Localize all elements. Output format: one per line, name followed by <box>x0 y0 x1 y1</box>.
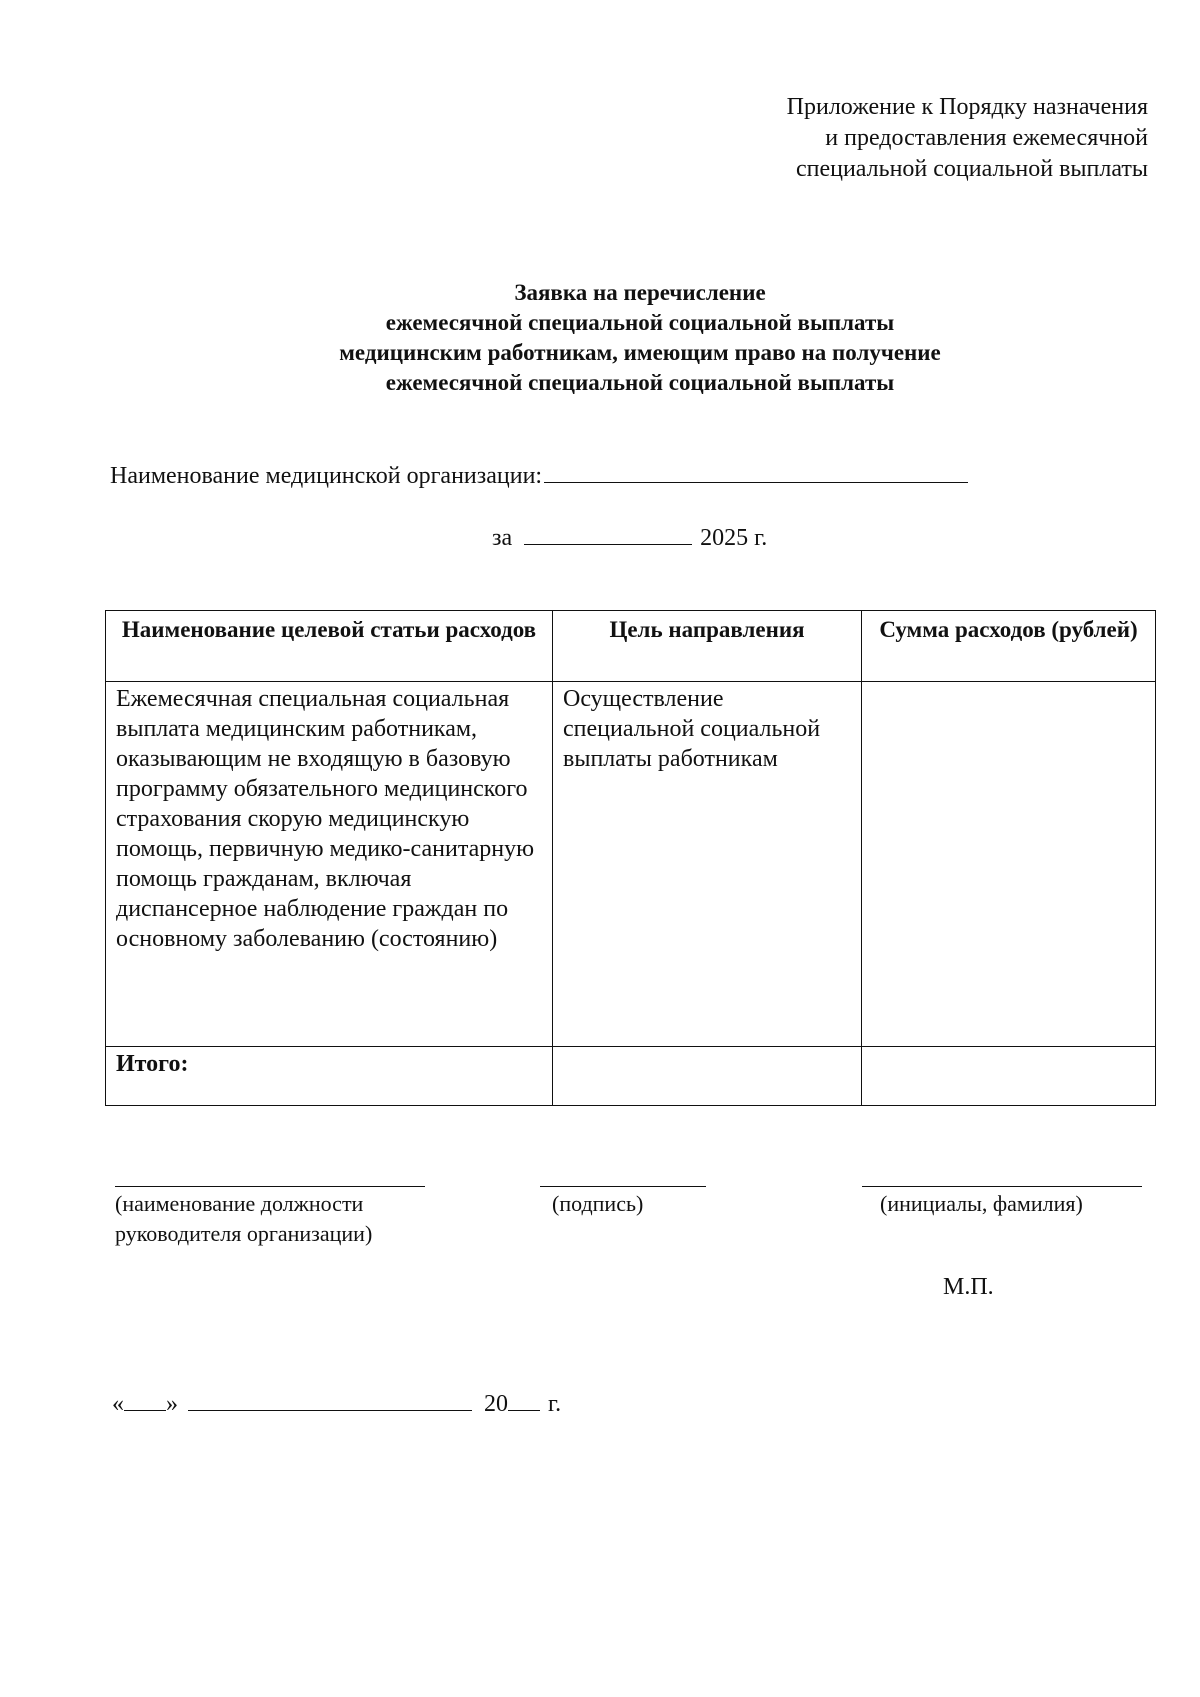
period-prefix: за <box>492 525 513 551</box>
date-open-quote: « <box>112 1391 124 1417</box>
appendix-line-1: Приложение к Порядку назначения <box>786 94 1148 120</box>
cell-expense-item: Ежемесячная специальная социальная выплата медицинским работникам, оказывающим не входящую в базовую программу обязательного медицинского страхования скорую медицинскую помощь, первичную медико-санитарную помощь гражданам, включая диспансерное наблюдение граждан по основному заболеванию (состоянию) <box>106 682 553 1047</box>
title-line-2: ежемесячной специальной социальной выплаты <box>385 310 895 335</box>
document-title <box>160 278 1120 398</box>
date-year-prefix: 20 <box>484 1391 508 1417</box>
name-caption: (инициалы, фамилия) <box>880 1191 1083 1216</box>
title-line-3: медицинским работникам, имеющим право на получение <box>339 340 941 365</box>
date-close-quote: » <box>166 1391 178 1417</box>
period-row <box>492 522 767 553</box>
date-row <box>112 1388 561 1419</box>
stamp-placeholder: М.П. <box>943 1274 994 1300</box>
table-total-row <box>106 1047 1156 1106</box>
cell-purpose: Осуществление специальной социальной выплаты работникам <box>553 682 862 1047</box>
position-signature-line[interactable] <box>115 1186 425 1187</box>
name-signature-line[interactable] <box>862 1186 1142 1187</box>
total-label: Итого: <box>106 1047 553 1106</box>
date-day-field[interactable] <box>124 1388 166 1411</box>
appendix-line-3: специальной социальной выплаты <box>795 156 1148 182</box>
organization-row <box>110 460 968 491</box>
date-month-field[interactable] <box>188 1388 472 1411</box>
period-year: 2025 г. <box>700 525 768 551</box>
table-row <box>106 682 1156 1047</box>
organization-name-field[interactable] <box>544 460 968 483</box>
period-month-field[interactable] <box>524 522 692 545</box>
appendix-line-2: и предоставления ежемесячной <box>825 125 1148 151</box>
expenses-table <box>105 610 1156 1106</box>
appendix-header <box>787 92 1148 185</box>
header-amount: Сумма расходов (рублей) <box>862 611 1156 682</box>
total-amount-cell[interactable] <box>862 1047 1156 1106</box>
date-year-suffix: г. <box>548 1391 562 1417</box>
position-caption: (наименование должности руководителя организации) <box>115 1191 373 1246</box>
table-header-row <box>106 611 1156 682</box>
cell-amount[interactable] <box>862 682 1156 1047</box>
signature-caption: (подпись) <box>552 1191 644 1216</box>
title-line-1: Заявка на перечисление <box>514 280 766 305</box>
signature-line[interactable] <box>540 1186 706 1187</box>
header-expense-item: Наименование целевой статьи расходов <box>106 611 553 682</box>
organization-label: Наименование медицинской организации: <box>110 463 543 489</box>
header-purpose: Цель направления <box>553 611 862 682</box>
total-purpose-cell <box>553 1047 862 1106</box>
date-year-field[interactable] <box>508 1388 540 1411</box>
title-line-4: ежемесячной специальной социальной выплаты <box>385 370 895 395</box>
